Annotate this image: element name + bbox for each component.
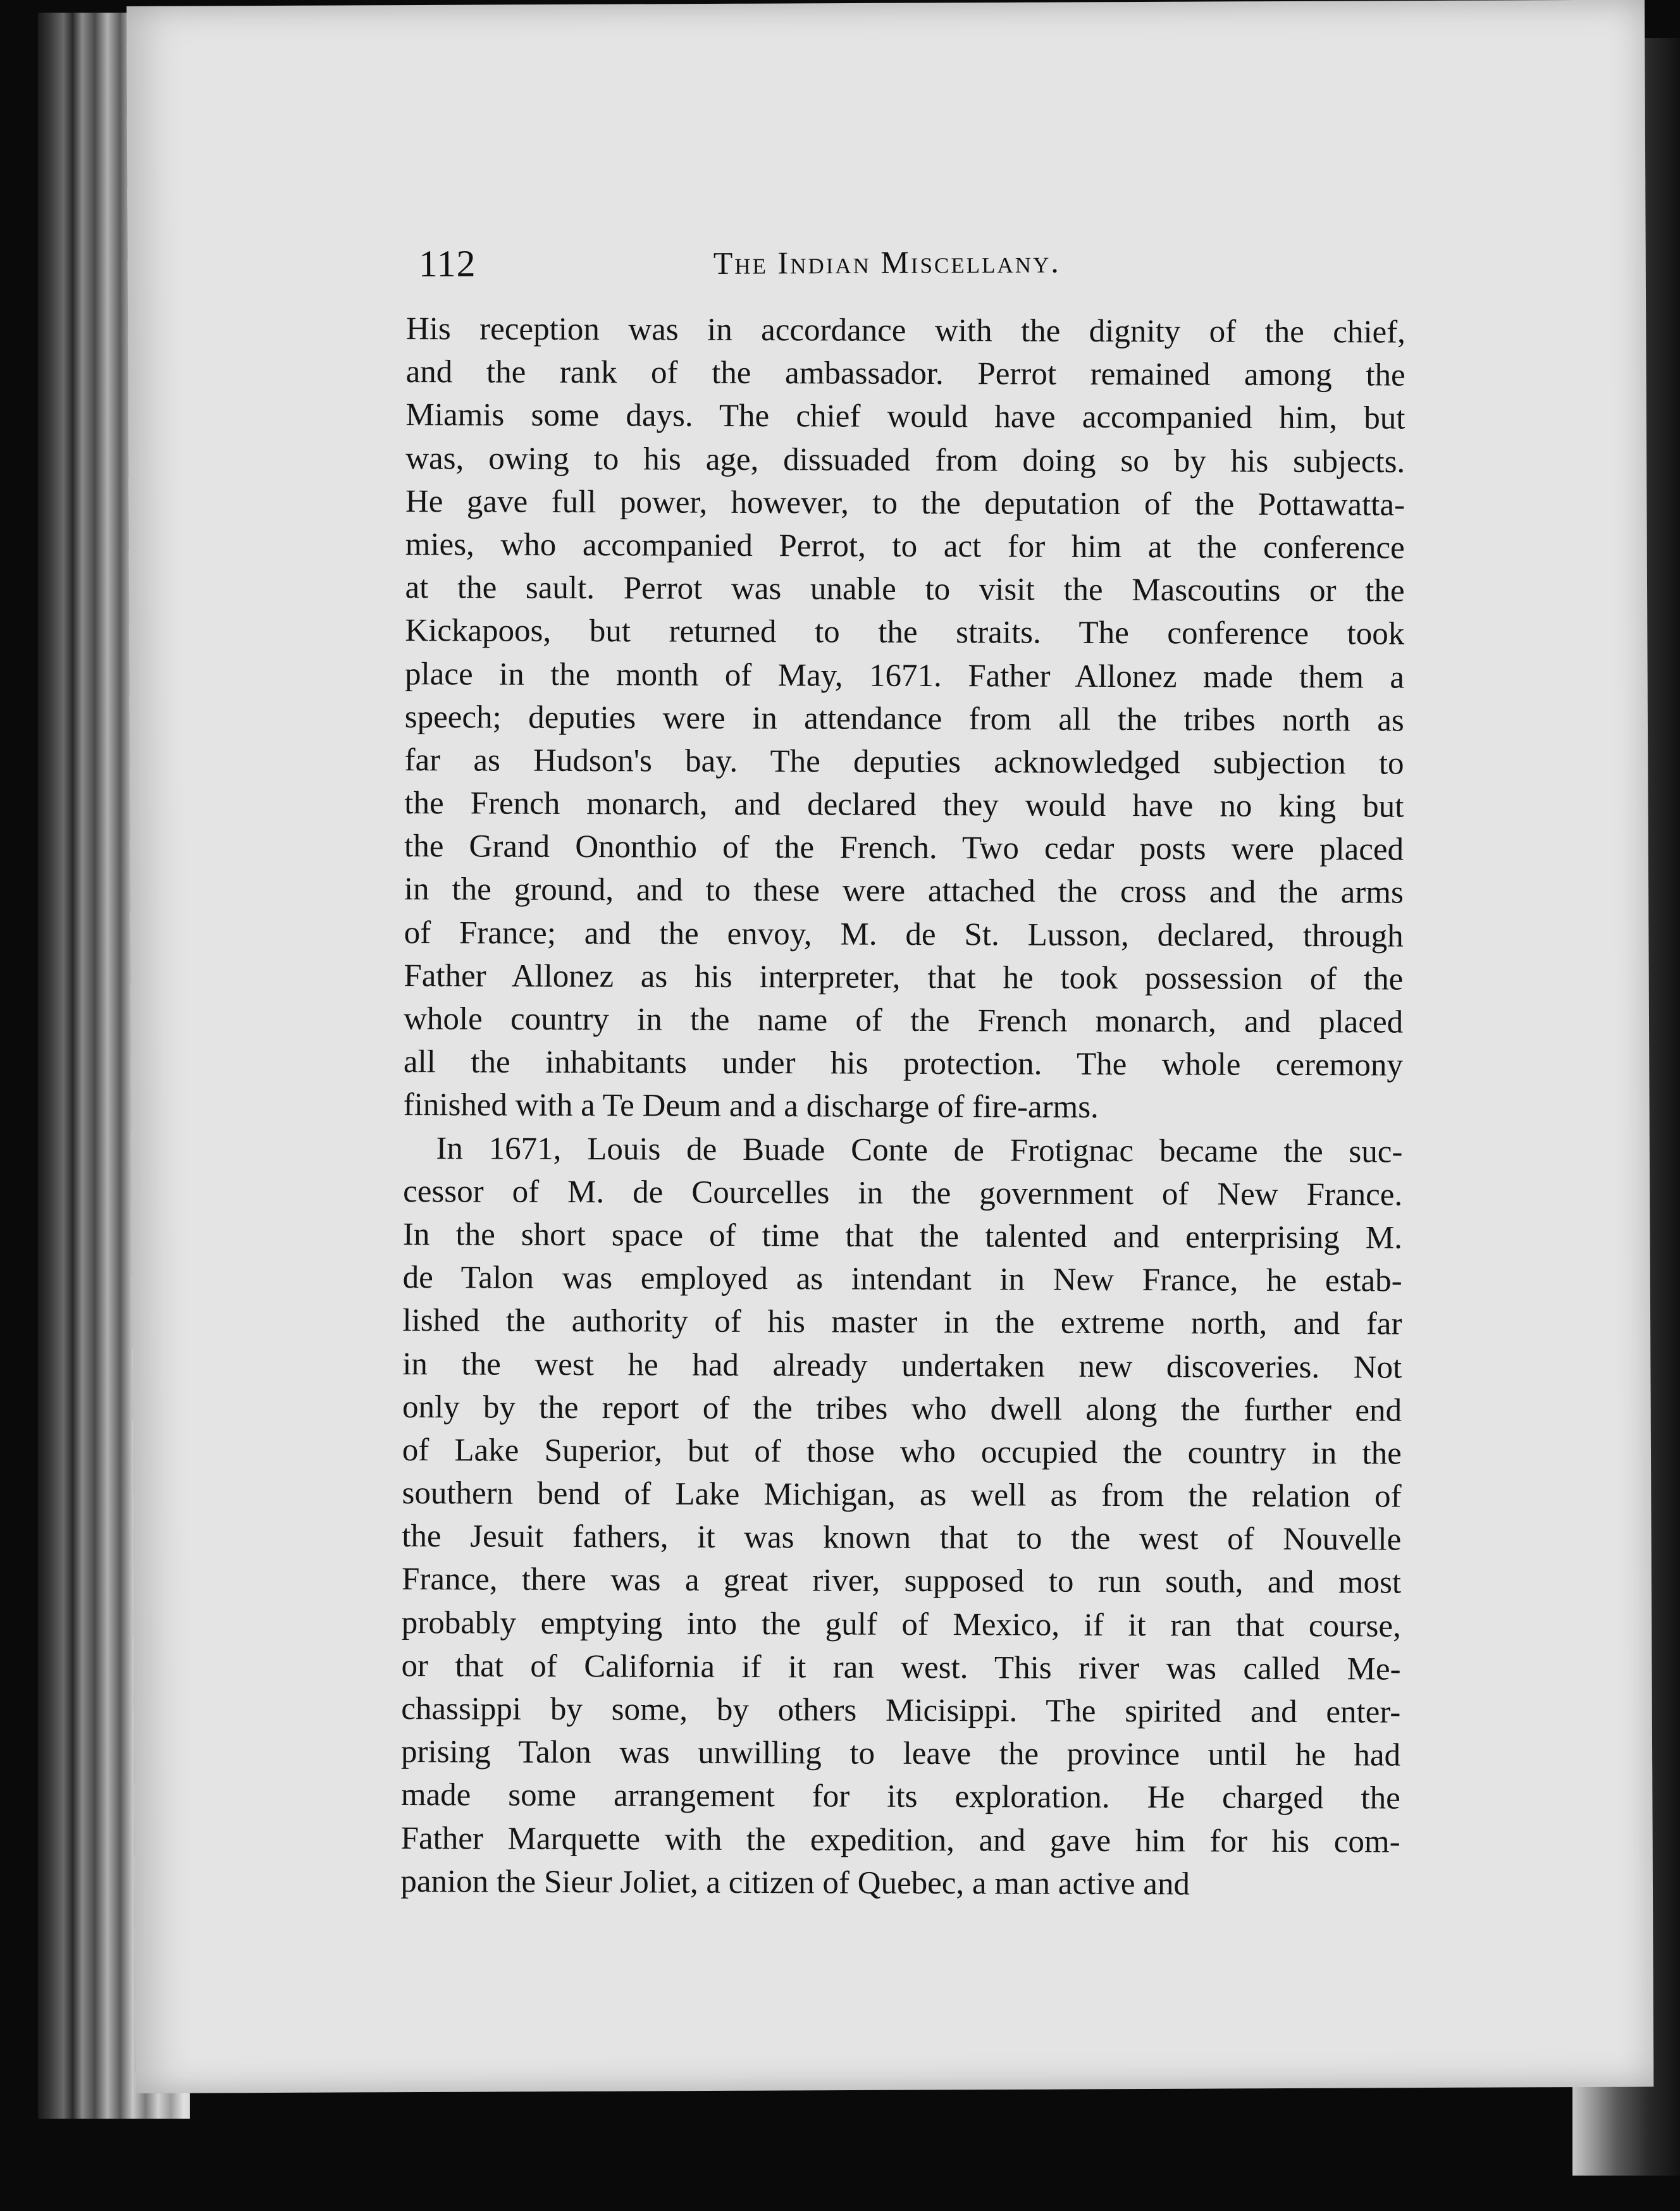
text-line: was, owing to his age, dissuaded from doing so by his subjects. [405, 440, 1405, 480]
text-line: the French monarch, and declared they would have no king but [404, 785, 1404, 825]
text-line: France, there was a great river, supposed to run south, and most [401, 1561, 1402, 1601]
text-line: far as Hudson's bay. The deputies acknowledged subjection to [404, 742, 1404, 782]
text-line: In 1671, Louis de Buade Conte de Frotignac became the suc- [436, 1130, 1403, 1170]
text-line: mies, who accompanied Perrot, to act for him at the conference [405, 527, 1405, 566]
text-line: Miamis some days. The chief would have accompanied him, but [405, 397, 1405, 436]
text-line: made some arrangement for its exploration. He charged the [400, 1777, 1400, 1816]
text-body [400, 307, 1405, 1906]
text-line: and the rank of the ambassador. Perrot remained among the [405, 354, 1405, 393]
book-page [127, 0, 1653, 2093]
running-title: The Indian Miscellany. [713, 243, 1061, 281]
text-line: In the short space of time that the talented and enterprising M. [402, 1217, 1403, 1256]
text-line: in the ground, and to these were attached the cross and the arms [404, 871, 1404, 911]
text-line: of France; and the envoy, M. de St. Lusson, declared, through [404, 915, 1404, 954]
text-line: speech; deputies were in attendance from all the tribes north as [404, 699, 1404, 739]
text-line: He gave full power, however, to the deputation of the Pottawatta- [405, 483, 1405, 523]
running-head [419, 238, 1317, 293]
text-line: His reception was in accordance with the dignity of the chief, [405, 311, 1406, 350]
text-line: lished the authority of his master in the extreme north, and far [402, 1303, 1402, 1342]
text-line: only by the report of the tribes who dwell along the further end [402, 1389, 1402, 1429]
paragraph [404, 307, 1406, 1130]
text-line: probably emptying into the gulf of Mexico, if it ran that course, [401, 1604, 1401, 1644]
text-line: prising Talon was unwilling to leave the province until he had [401, 1734, 1401, 1773]
page-number: 112 [418, 242, 476, 285]
text-line: or that of California if it ran west. This river was called Me- [401, 1647, 1401, 1687]
text-line: whole country in the name of the French monarch, and placed [404, 1001, 1404, 1040]
text-line: at the sault. Perrot was unable to visit the Mascoutins or the [405, 570, 1405, 609]
text-line: the Jesuit fathers, it was known that to the west of Nouvelle [402, 1518, 1402, 1558]
text-line: in the west he had already undertaken new discoveries. Not [402, 1346, 1402, 1386]
text-line: Kickapoos, but returned to the straits. The conference took [405, 613, 1405, 652]
text-line: of Lake Superior, but of those who occupied the country in the [402, 1432, 1402, 1472]
text-line: de Talon was employed as intendant in New France, he estab- [402, 1260, 1402, 1299]
text-line: Father Allonez as his interpreter, that he took possession of the [404, 958, 1404, 997]
text-line: the Grand Ononthio of the French. Two cedar posts were placed [404, 828, 1404, 868]
text-line: southern bend of Lake Michigan, as well as from the relation of [402, 1475, 1402, 1515]
text-line: all the inhabitants under his protection. The whole ceremony [403, 1044, 1404, 1083]
text-line: cessor of M. de Courcelles in the government of New France. [403, 1173, 1403, 1213]
text-line: place in the month of May, 1671. Father Allonez made them a [404, 656, 1405, 696]
text-line: Father Marquette with the expedition, and gave him for his com- [400, 1820, 1400, 1860]
text-line: chassippi by some, by others Micisippi. The spirited and enter- [401, 1691, 1401, 1730]
text-line: panion the Sieur Joliet, a citizen of Quebec, a man active and [400, 1863, 1190, 1902]
paragraph [400, 1127, 1402, 1907]
text-line: finished with a Te Deum and a discharge of fire-arms. [403, 1087, 1099, 1126]
